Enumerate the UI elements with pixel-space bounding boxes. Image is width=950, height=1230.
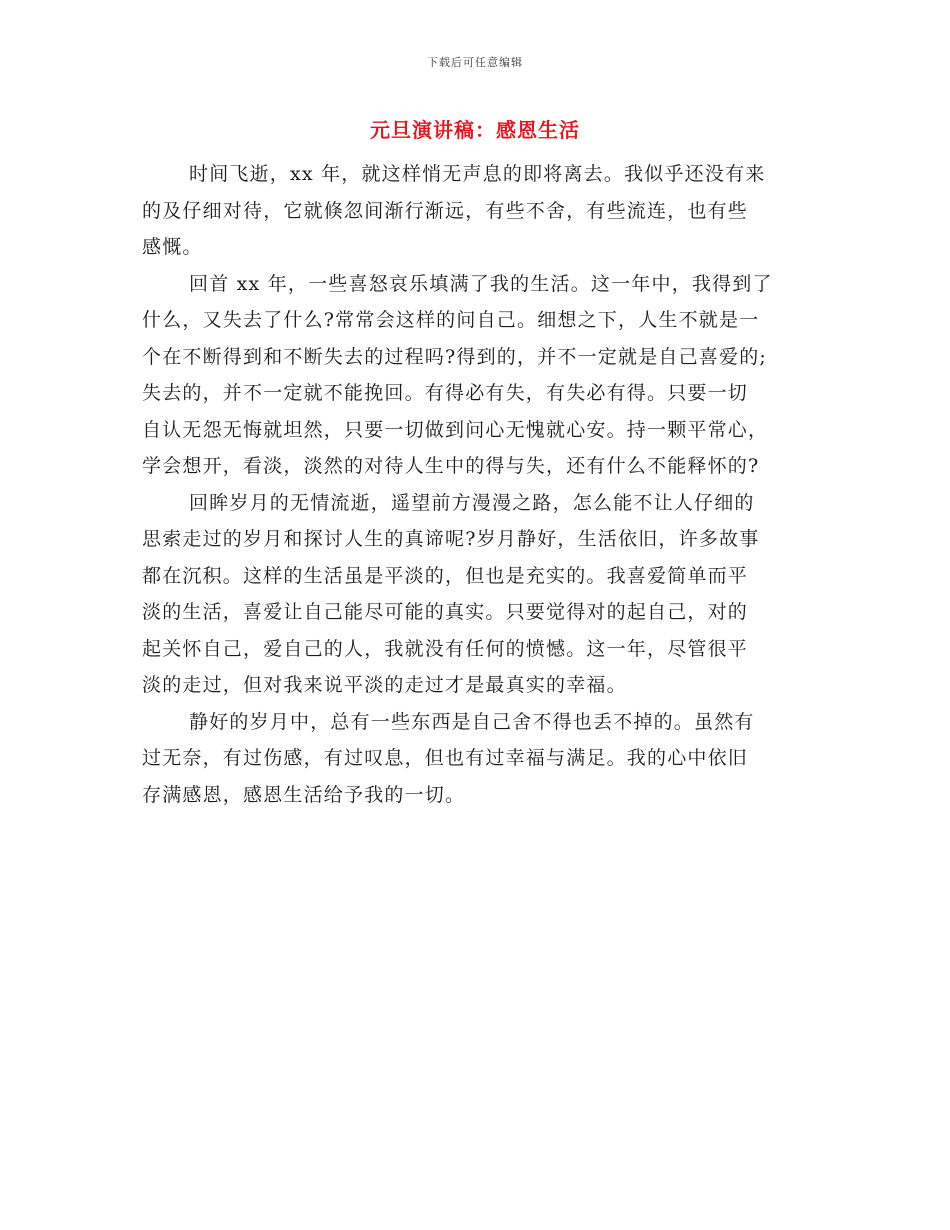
- text-line: 失去的，并不一定就不能挽回。有得必有失，有失必有得。只要一切: [142, 382, 749, 404]
- paragraph-2: [142, 266, 802, 485]
- text-line: 自认无怨无悔就坦然，只要一切做到问心无愧就心安。持一颗平常心，: [142, 418, 769, 441]
- text-line: 的及仔细对待，它就倏忽间渐行渐远，有些不舍，有些流连，也有些: [142, 199, 749, 222]
- text-line: 时间飞逝，xx 年，就这样悄无声息的即将离去。我似乎还没有来: [189, 163, 766, 185]
- document-title: 元旦演讲稿：感恩生活: [370, 118, 580, 142]
- paragraph-1: [142, 156, 802, 266]
- paragraph-3: [142, 485, 802, 704]
- text-line: 思索走过的岁月和探讨人生的真谛呢?岁月静好，生活依旧，许多故事: [142, 528, 760, 550]
- text-line: 淡的走过，但对我来说平淡的走过才是最真实的幸福。: [142, 674, 627, 696]
- header-note: 下载后可任意编辑: [427, 56, 523, 69]
- text-line: 个在不断得到和不断失去的过程吗?得到的，并不一定就是自己喜爱的;: [142, 345, 767, 368]
- text-line: 感慨。: [142, 236, 203, 258]
- text-line: 淡的生活，喜爱让自己能尽可能的真实。只要觉得对的起自己，对的: [142, 601, 749, 623]
- text-line: 静好的岁月中，总有一些东西是自己舍不得也丢不掉的。虽然有: [189, 710, 755, 733]
- text-line: 起关怀自己，爱自己的人，我就没有任何的愤憾。这一年，尽管很平: [142, 637, 749, 660]
- text-line: 回眸岁月的无情流逝，遥望前方漫漫之路，怎么能不让人仔细的: [189, 491, 755, 514]
- text-line: 都在沉积。这样的生活虽是平淡的，但也是充实的。我喜爱简单而平: [142, 564, 749, 587]
- text-line: 什么，又失去了什么?常常会这样的问自己。细想之下，人生不就是一: [142, 309, 760, 331]
- text-line: 过无奈，有过伤感，有过叹息，但也有过幸福与满足。我的心中依旧: [142, 747, 749, 769]
- paragraph-4: [142, 704, 802, 814]
- text-line: 学会想开，看淡，淡然的对待人生中的得与失，还有什么不能释怀的?: [142, 455, 760, 477]
- document-body: [142, 156, 802, 813]
- text-line: 存满感恩，感恩生活给予我的一切。: [142, 783, 466, 806]
- text-line: 回首 xx 年，一些喜怒哀乐填满了我的生活。这一年中，我得到了: [189, 272, 773, 295]
